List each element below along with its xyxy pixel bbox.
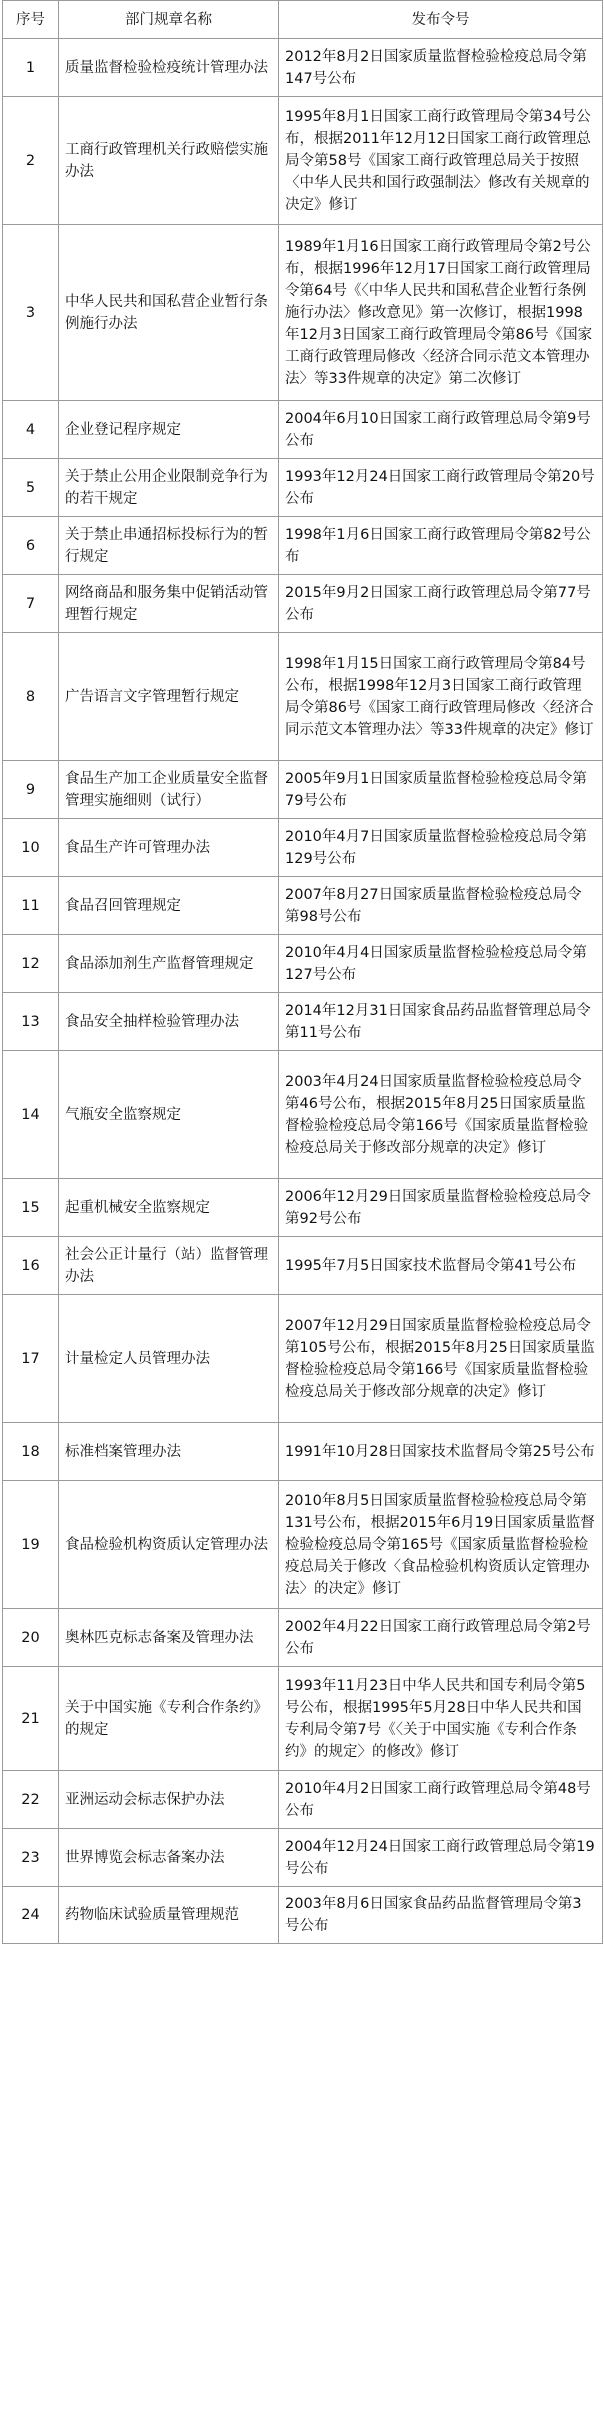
row-serial-number: 20	[3, 1609, 59, 1667]
row-serial-number: 8	[3, 633, 59, 761]
table-row	[3, 1771, 603, 1829]
row-serial-number: 9	[3, 761, 59, 819]
row-decree-number: 2004年12月24日国家工商行政管理总局令第19号公布	[279, 1829, 603, 1887]
row-serial-number: 21	[3, 1667, 59, 1771]
row-serial-number: 17	[3, 1295, 59, 1423]
table-row	[3, 1481, 603, 1609]
row-serial-number: 23	[3, 1829, 59, 1887]
table-row	[3, 517, 603, 575]
regulations-table	[2, 0, 603, 1944]
row-regulation-name: 食品召回管理规定	[59, 877, 279, 935]
row-serial-number: 7	[3, 575, 59, 633]
row-decree-number: 2005年9月1日国家质量监督检验检疫总局令第79号公布	[279, 761, 603, 819]
row-regulation-name: 奥林匹克标志备案及管理办法	[59, 1609, 279, 1667]
row-decree-number: 2012年8月2日国家质量监督检验检疫总局令第147号公布	[279, 39, 603, 97]
row-regulation-name: 关于禁止串通招标投标行为的暂行规定	[59, 517, 279, 575]
table-row	[3, 877, 603, 935]
table-row	[3, 1237, 603, 1295]
row-decree-number: 2007年8月27日国家质量监督检验检疫总局令第98号公布	[279, 877, 603, 935]
row-regulation-name: 工商行政管理机关行政赔偿实施办法	[59, 97, 279, 225]
row-decree-number: 1989年1月16日国家工商行政管理局令第2号公布，根据1996年12月17日国家工商行政管理局令第64号《〈中华人民共和国私营企业暂行条例施行办法〉修改意见》第一次修订，根据1998年12月3日国家工商行政管理局令第86号《国家工商行政管理局修改〈经济合同示范文本管理办法〉等33件规章的决定》第二次修订	[279, 225, 603, 401]
row-decree-number: 1991年10月28日国家技术监督局令第25号公布	[279, 1423, 603, 1481]
row-serial-number: 16	[3, 1237, 59, 1295]
row-regulation-name: 食品检验机构资质认定管理办法	[59, 1481, 279, 1609]
row-serial-number: 10	[3, 819, 59, 877]
table-row	[3, 1423, 603, 1481]
row-serial-number: 19	[3, 1481, 59, 1609]
table-row	[3, 993, 603, 1051]
table-row	[3, 935, 603, 993]
row-regulation-name: 气瓶安全监察规定	[59, 1051, 279, 1179]
row-serial-number: 12	[3, 935, 59, 993]
row-regulation-name: 计量检定人员管理办法	[59, 1295, 279, 1423]
row-regulation-name: 世界博览会标志备案办法	[59, 1829, 279, 1887]
table-row	[3, 575, 603, 633]
table-row	[3, 97, 603, 225]
table-header	[3, 1, 603, 39]
row-serial-number: 14	[3, 1051, 59, 1179]
row-regulation-name: 起重机械安全监察规定	[59, 1179, 279, 1237]
row-decree-number: 2002年4月22日国家工商行政管理总局令第2号公布	[279, 1609, 603, 1667]
row-regulation-name: 关于中国实施《专利合作条约》的规定	[59, 1667, 279, 1771]
row-decree-number: 2003年8月6日国家食品药品监督管理局令第3号公布	[279, 1887, 603, 1944]
header-decree-number: 发布令号	[279, 1, 603, 39]
header-serial-number: 序号	[3, 1, 59, 39]
row-decree-number: 1993年11月23日中华人民共和国专利局令第5号公布，根据1995年5月28日中华人民共和国专利局令第7号《〈关于中国实施《专利合作条约》的规定〉的修改》修订	[279, 1667, 603, 1771]
row-serial-number: 3	[3, 225, 59, 401]
row-serial-number: 1	[3, 39, 59, 97]
row-serial-number: 11	[3, 877, 59, 935]
table-row	[3, 633, 603, 761]
row-regulation-name: 食品安全抽样检验管理办法	[59, 993, 279, 1051]
row-regulation-name: 关于禁止公用企业限制竞争行为的若干规定	[59, 459, 279, 517]
row-decree-number: 2010年4月4日国家质量监督检验检疫总局令第127号公布	[279, 935, 603, 993]
row-regulation-name: 亚洲运动会标志保护办法	[59, 1771, 279, 1829]
row-serial-number: 22	[3, 1771, 59, 1829]
row-serial-number: 5	[3, 459, 59, 517]
header-row	[3, 1, 603, 39]
row-regulation-name: 企业登记程序规定	[59, 401, 279, 459]
table-row	[3, 1887, 603, 1944]
row-regulation-name: 社会公正计量行（站）监督管理办法	[59, 1237, 279, 1295]
row-serial-number: 24	[3, 1887, 59, 1944]
row-regulation-name: 食品生产许可管理办法	[59, 819, 279, 877]
table-row	[3, 225, 603, 401]
table-row	[3, 459, 603, 517]
row-decree-number: 2004年6月10日国家工商行政管理总局令第9号公布	[279, 401, 603, 459]
table-row	[3, 1295, 603, 1423]
table-row	[3, 401, 603, 459]
row-decree-number: 2010年4月7日国家质量监督检验检疫总局令第129号公布	[279, 819, 603, 877]
table-row	[3, 761, 603, 819]
table-row	[3, 1829, 603, 1887]
table-row	[3, 39, 603, 97]
row-decree-number: 1998年1月15日国家工商行政管理局令第84号公布，根据1998年12月3日国家工商行政管理局令第86号《国家工商行政管理局修改〈经济合同示范文本管理办法〉等33件规章的决定》修订	[279, 633, 603, 761]
table-row	[3, 1051, 603, 1179]
row-regulation-name: 食品生产加工企业质量安全监督管理实施细则（试行）	[59, 761, 279, 819]
table-row	[3, 819, 603, 877]
row-decree-number: 1995年8月1日国家工商行政管理局令第34号公布，根据2011年12月12日国家工商行政管理总局令第58号《国家工商行政管理总局关于按照〈中华人民共和国行政强制法〉修改有关规章的决定》修订	[279, 97, 603, 225]
header-regulation-name: 部门规章名称	[59, 1, 279, 39]
row-regulation-name: 药物临床试验质量管理规范	[59, 1887, 279, 1944]
row-regulation-name: 质量监督检验检疫统计管理办法	[59, 39, 279, 97]
row-serial-number: 2	[3, 97, 59, 225]
row-regulation-name: 标准档案管理办法	[59, 1423, 279, 1481]
row-regulation-name: 食品添加剂生产监督管理规定	[59, 935, 279, 993]
table-row	[3, 1179, 603, 1237]
row-serial-number: 15	[3, 1179, 59, 1237]
row-decree-number: 2006年12月29日国家质量监督检验检疫总局令第92号公布	[279, 1179, 603, 1237]
row-decree-number: 1993年12月24日国家工商行政管理局令第20号公布	[279, 459, 603, 517]
table-row	[3, 1667, 603, 1771]
row-regulation-name: 广告语言文字管理暂行规定	[59, 633, 279, 761]
row-decree-number: 1995年7月5日国家技术监督局令第41号公布	[279, 1237, 603, 1295]
row-serial-number: 4	[3, 401, 59, 459]
row-decree-number: 2015年9月2日国家工商行政管理总局令第77号公布	[279, 575, 603, 633]
row-decree-number: 2014年12月31日国家食品药品监督管理总局令第11号公布	[279, 993, 603, 1051]
row-serial-number: 13	[3, 993, 59, 1051]
table-row	[3, 1609, 603, 1667]
row-decree-number: 2010年4月2日国家工商行政管理总局令第48号公布	[279, 1771, 603, 1829]
table-body	[3, 39, 603, 1944]
row-regulation-name: 网络商品和服务集中促销活动管理暂行规定	[59, 575, 279, 633]
row-decree-number: 2010年8月5日国家质量监督检验检疫总局令第131号公布，根据2015年6月19日国家质量监督检验检疫总局令第165号《国家质量监督检验检疫总局关于修改〈食品检验机构资质认定管理办法〉的决定》修订	[279, 1481, 603, 1609]
row-decree-number: 1998年1月6日国家工商行政管理局令第82号公布	[279, 517, 603, 575]
row-decree-number: 2007年12月29日国家质量监督检验检疫总局令第105号公布，根据2015年8月25日国家质量监督检验检疫总局令第166号《国家质量监督检验检疫总局关于修改部分规章的决定》修订	[279, 1295, 603, 1423]
row-serial-number: 6	[3, 517, 59, 575]
row-serial-number: 18	[3, 1423, 59, 1481]
row-regulation-name: 中华人民共和国私营企业暂行条例施行办法	[59, 225, 279, 401]
row-decree-number: 2003年4月24日国家质量监督检验检疫总局令第46号公布，根据2015年8月25日国家质量监督检验检疫总局令第166号《国家质量监督检验检疫总局关于修改部分规章的决定》修订	[279, 1051, 603, 1179]
